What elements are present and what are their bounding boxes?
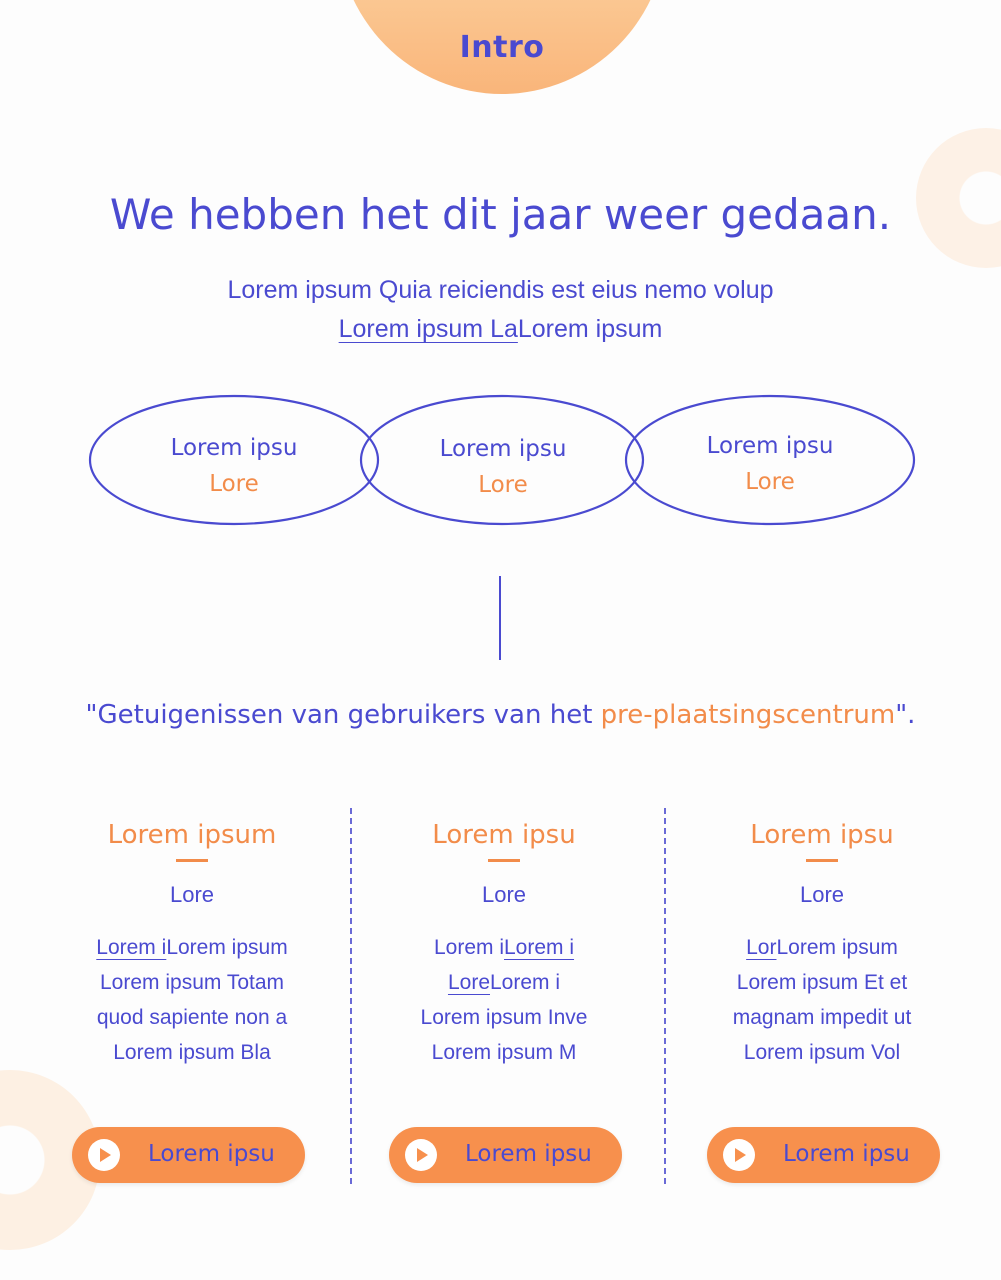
ellipse-2-label: Lorem ipsu <box>439 436 567 462</box>
play-button-2-label: Lorem ipsu <box>465 1141 592 1167</box>
column-1-subtitle: Lore <box>169 882 215 907</box>
ellipse-1-text <box>134 430 334 502</box>
ellipse-1-value: Lore <box>209 471 259 497</box>
column-3-title: Lorem ipsu <box>750 820 894 850</box>
column-1-line-4: Lorem ipsum Bla <box>113 1041 271 1064</box>
stats-ellipses <box>0 390 1001 535</box>
play-button-1-label: Lorem ipsu <box>148 1141 275 1167</box>
column-2-subtitle: Lore <box>481 882 527 907</box>
subtitle-line-1: Lorem ipsum Quia reiciendis est eius nemo volup <box>227 276 774 304</box>
subtitle-link[interactable]: Lorem ipsum La <box>338 315 518 343</box>
testimonial-column-2 <box>354 815 654 1070</box>
column-2-line-3: Lorem ipsum Inve <box>420 1006 588 1029</box>
column-3-line-1: Lorem ipsum <box>776 936 898 959</box>
column-3-body <box>672 930 972 1070</box>
play-button-2[interactable] <box>389 1127 622 1183</box>
column-2-title-underline <box>488 859 520 862</box>
play-icon <box>88 1139 120 1171</box>
intro-label: Intro <box>459 30 545 65</box>
column-3-line-2: Lorem ipsum Et et <box>736 971 908 994</box>
column-2-line-4: Lorem ipsum M <box>431 1041 577 1064</box>
column-separator-1 <box>350 808 352 1184</box>
play-button-3-label: Lorem ipsu <box>783 1141 910 1167</box>
column-1-line-2: Lorem ipsum Totam <box>99 971 285 994</box>
testimonials-heading <box>0 700 1001 730</box>
column-2-line-2: Lorem i <box>490 971 561 994</box>
column-2-line-1: Lorem i <box>433 936 504 959</box>
column-3-link[interactable]: Lor <box>746 936 777 959</box>
ellipse-3-text <box>670 428 870 500</box>
ellipse-2-value: Lore <box>478 472 528 498</box>
ellipse-2-text <box>403 431 603 503</box>
ellipse-1-label: Lorem ipsu <box>170 435 298 461</box>
column-separator-2 <box>664 808 666 1184</box>
play-button-1[interactable] <box>72 1127 305 1183</box>
column-3-subtitle: Lore <box>799 882 845 907</box>
play-icon <box>405 1139 437 1171</box>
play-icon <box>723 1139 755 1171</box>
quote-suffix: ". <box>895 700 916 730</box>
column-3-line-4: Lorem ipsum Vol <box>743 1041 901 1064</box>
subtitle-line-2 <box>0 315 1001 344</box>
ellipse-3-label: Lorem ipsu <box>706 433 834 459</box>
ellipse-3-value: Lore <box>745 469 795 495</box>
column-3-title-underline <box>806 859 838 862</box>
testimonial-column-1 <box>42 815 342 1070</box>
column-1-title: Lorem ipsum <box>107 820 277 850</box>
quote-prefix: "Getuigenissen van gebruikers van het <box>85 700 601 730</box>
column-1-body <box>42 930 342 1070</box>
column-1-title-underline <box>176 859 208 862</box>
column-1-line-1: Lorem ipsum <box>166 936 288 959</box>
column-2-link-1[interactable]: Lorem i <box>504 936 575 959</box>
testimonial-column-3 <box>672 815 972 1070</box>
vertical-divider <box>499 576 501 660</box>
column-1-line-3: quod sapiente non a <box>96 1006 288 1029</box>
column-3-line-3: magnam impedit ut <box>732 1006 912 1029</box>
play-button-3[interactable] <box>707 1127 940 1183</box>
subtitle-line-2-rest: Lorem ipsum <box>517 315 663 343</box>
column-1-link[interactable]: Lorem i <box>96 936 167 959</box>
column-2-title: Lorem ipsu <box>432 820 576 850</box>
quote-highlight: pre-plaatsingscentrum <box>600 700 896 730</box>
page-title: We hebben het dit jaar weer gedaan. <box>109 190 892 239</box>
column-2-link-2[interactable]: Lore <box>447 971 490 994</box>
column-2-body <box>354 930 654 1070</box>
